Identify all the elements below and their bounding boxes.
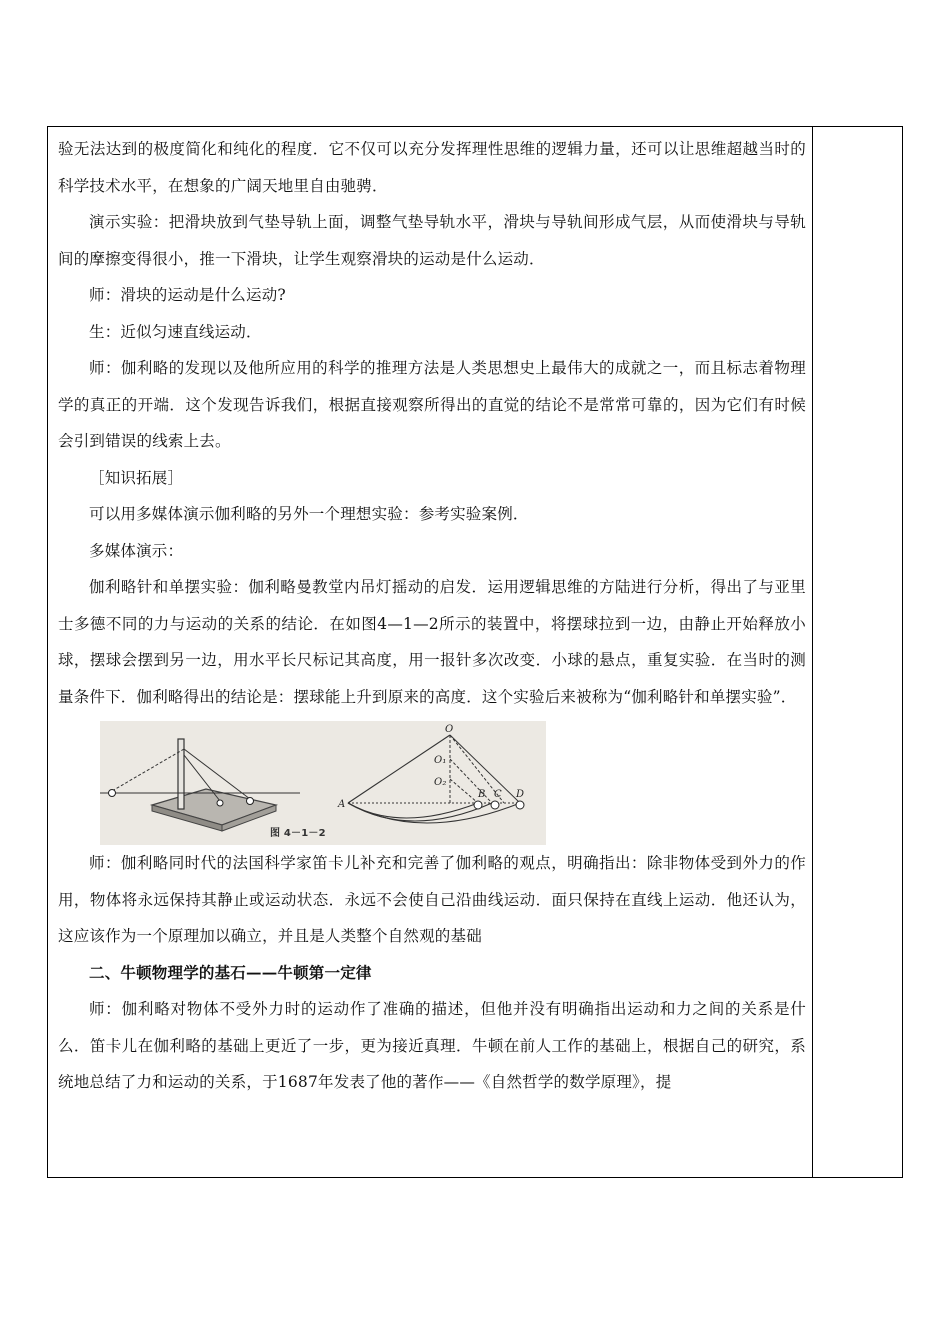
label-c: C — [494, 789, 502, 800]
lesson-content — [58, 131, 806, 1101]
paragraph-teacher-galileo: 师：伽利略的发现以及他所应用的科学的推理方法是人类思想史上最伟大的成就之一，而且标志着物理学的真正的开端．这个发现告诉我们，根据直接观察所得出的直觉的结论不是常常可靠的，因为它们有时候会引到错误的线索上去。 — [58, 359, 806, 450]
paragraph-multimedia-demo: 多媒体演示： — [89, 541, 184, 560]
paragraph-demo-experiment: 演示实验：把滑块放到气垫导轨上面，调整气垫导轨水平，滑块与导轨间形成气层，从而使滑块与导轨间的摩擦变得很小，推一下滑块，让学生观察滑块的运动是什么运动． — [58, 213, 806, 268]
paragraph-pendulum-experiment: 伽利略针和单摆实验：伽利略曼教堂内吊灯摇动的启发．运用逻辑思维的方陆进行分析，得出了与亚里士多德不同的力与运动的关系的结论．在如图4—1—2所示的装置中，将摆球拉到一边，由静止开始释放小球，摆球会摆到另一边，用水平长尺标记其高度，用一报针多次改变．小球的悬点，重复实验．在当时的测量条件下．伽利略得出的结论是：摆球能上升到原来的高度．这个实验后来被称为“伽利略针和单摆实验”． — [58, 578, 806, 706]
label-o1: O₁ — [434, 755, 447, 766]
paragraph-continuation: 验无法达到的极度简化和纯化的程度．它不仅可以充分发挥理性思维的逻辑力量，还可以让思维超越当时的科学技术水平，在想象的广阔天地里自由驰骋． — [58, 140, 806, 195]
lesson-table — [47, 126, 903, 1178]
pendulum-diagram — [100, 721, 546, 845]
label-b: B — [478, 789, 486, 800]
section-knowledge-extension: ［知识拓展］ — [89, 468, 184, 487]
paragraph-student-answer: 生：近似匀速直线运动． — [89, 322, 262, 341]
column-divider — [812, 127, 813, 1177]
label-d: D — [516, 789, 525, 800]
paragraph-newton: 师：伽利略对物体不受外力时的运动作了准确的描述，但他并没有明确指出运动和力之间的关系是什么．笛卡儿在伽利略的基础上更近了一步，更为接近真理．牛顿在前人工作的基础上，根据自己的研究，系统地总结了力和运动的关系，于1687年发表了他的著作——《自然哲学的数学原理》，提 — [58, 1000, 806, 1091]
pendulum-figure — [100, 721, 546, 845]
section-heading-newton-first-law: 二、牛顿物理学的基石——牛顿第一定律 — [89, 962, 372, 982]
label-o2: O₂ — [434, 777, 447, 788]
paragraph-descartes: 师：伽利略同时代的法国科学家笛卡儿补充和完善了伽利略的观点，明确指出：除非物体受到外力的作用，物体将永远保持其静止或运动状态．永远不会使自己沿曲线运动．面只保持在直线上运动．他还认为，这应该作为一个原理加以确立，并且是人类整个自然观的基础 — [58, 854, 806, 945]
paragraph-multimedia-hint: 可以用多媒体演示伽利略的另外一个理想实验：参考实验案例． — [89, 505, 529, 523]
paragraph-teacher-question: 师：滑块的运动是什么运动? — [89, 286, 286, 304]
label-o: O — [445, 724, 454, 735]
label-a: A — [338, 799, 346, 810]
figure-caption: 图 4－1－2 — [270, 828, 326, 839]
